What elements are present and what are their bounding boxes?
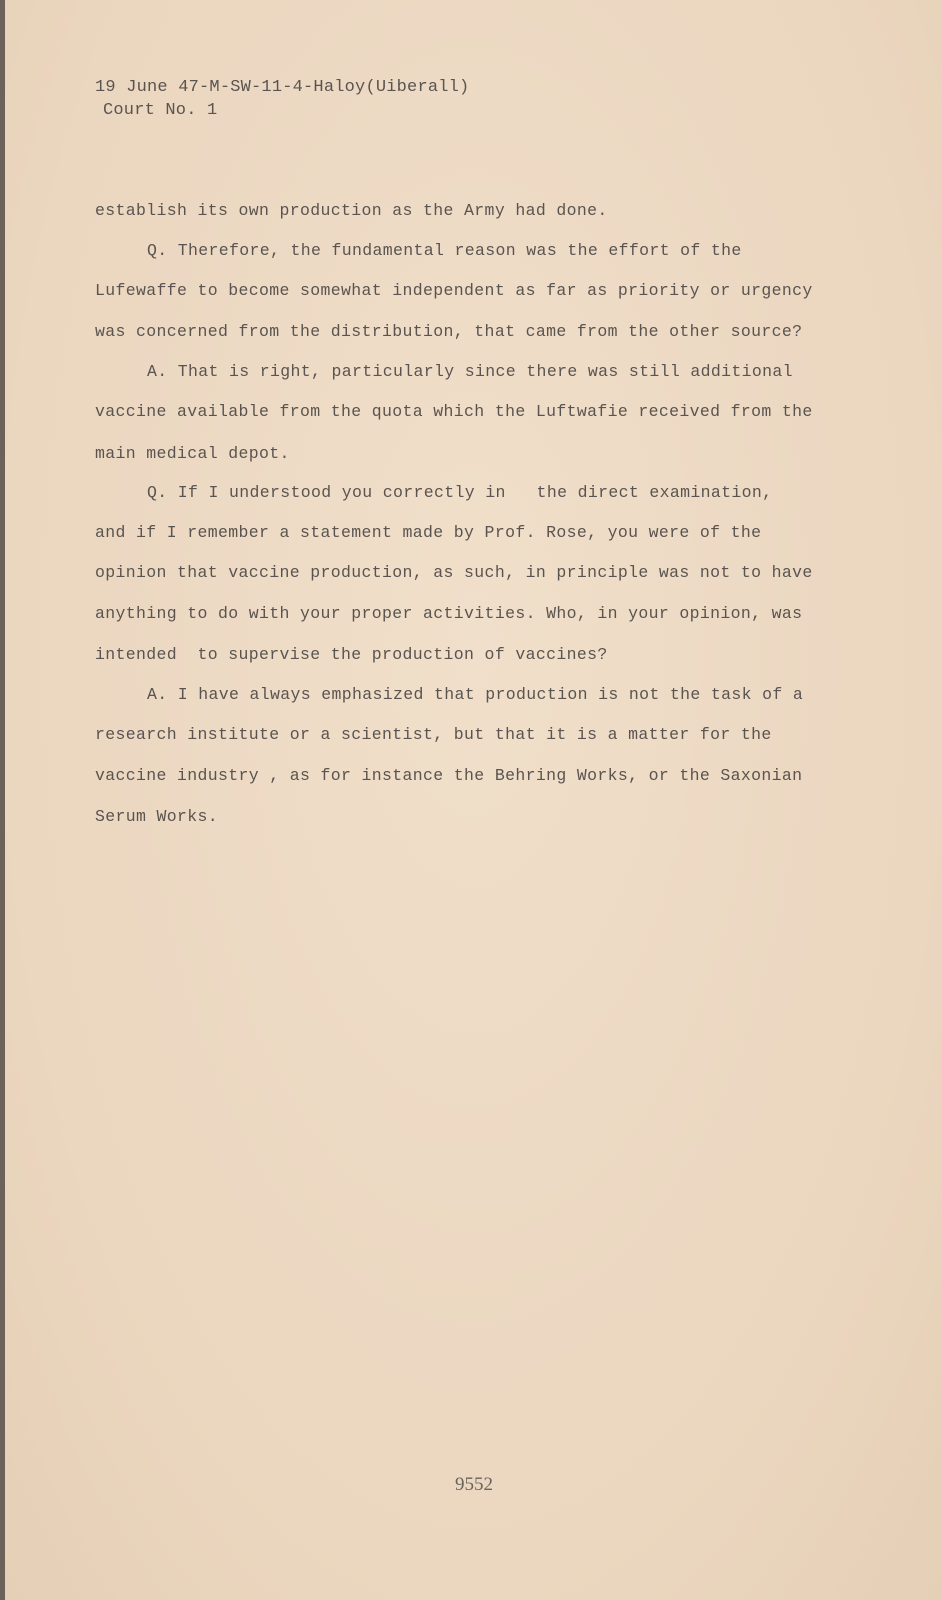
- text-line: main medical depot.: [95, 444, 290, 463]
- text-line: anything to do with your proper activities. Who, in your opinion, was: [95, 604, 803, 623]
- text-line: and if I remember a statement made by Prof. Rose, you were of the: [95, 523, 762, 542]
- text-line: A. I have always emphasized that production is not the task of a: [147, 685, 804, 704]
- page-number: 9552: [455, 1474, 493, 1495]
- text-line: Serum Works.: [95, 807, 219, 826]
- text-line: Q. Therefore, the fundamental reason was the effort of the: [147, 241, 742, 260]
- document-page: [5, 0, 942, 1600]
- text-line: vaccine available from the quota which the Luftwafie received from the: [95, 402, 813, 421]
- header-line-1: 19 June 47-M-SW-11-4-Haloy(Uiberall): [95, 78, 470, 97]
- text-line: Lufewaffe to become somewhat independent as far as priority or urgency: [95, 281, 813, 300]
- text-line: A. That is right, particularly since there was still additional: [147, 362, 793, 381]
- text-line: Q. If I understood you correctly in the direct examination,: [147, 483, 773, 502]
- header-line-2: Court No. 1: [103, 101, 218, 120]
- text-line: intended to supervise the production of vaccines?: [95, 645, 608, 664]
- text-line: opinion that vaccine production, as such, in principle was not to have: [95, 563, 813, 582]
- text-line: vaccine industry , as for instance the Behring Works, or the Saxonian: [95, 766, 803, 785]
- text-line: establish its own production as the Army had done.: [95, 201, 608, 220]
- text-line: was concerned from the distribution, that came from the other source?: [95, 322, 803, 341]
- text-line: research institute or a scientist, but that it is a matter for the: [95, 725, 772, 744]
